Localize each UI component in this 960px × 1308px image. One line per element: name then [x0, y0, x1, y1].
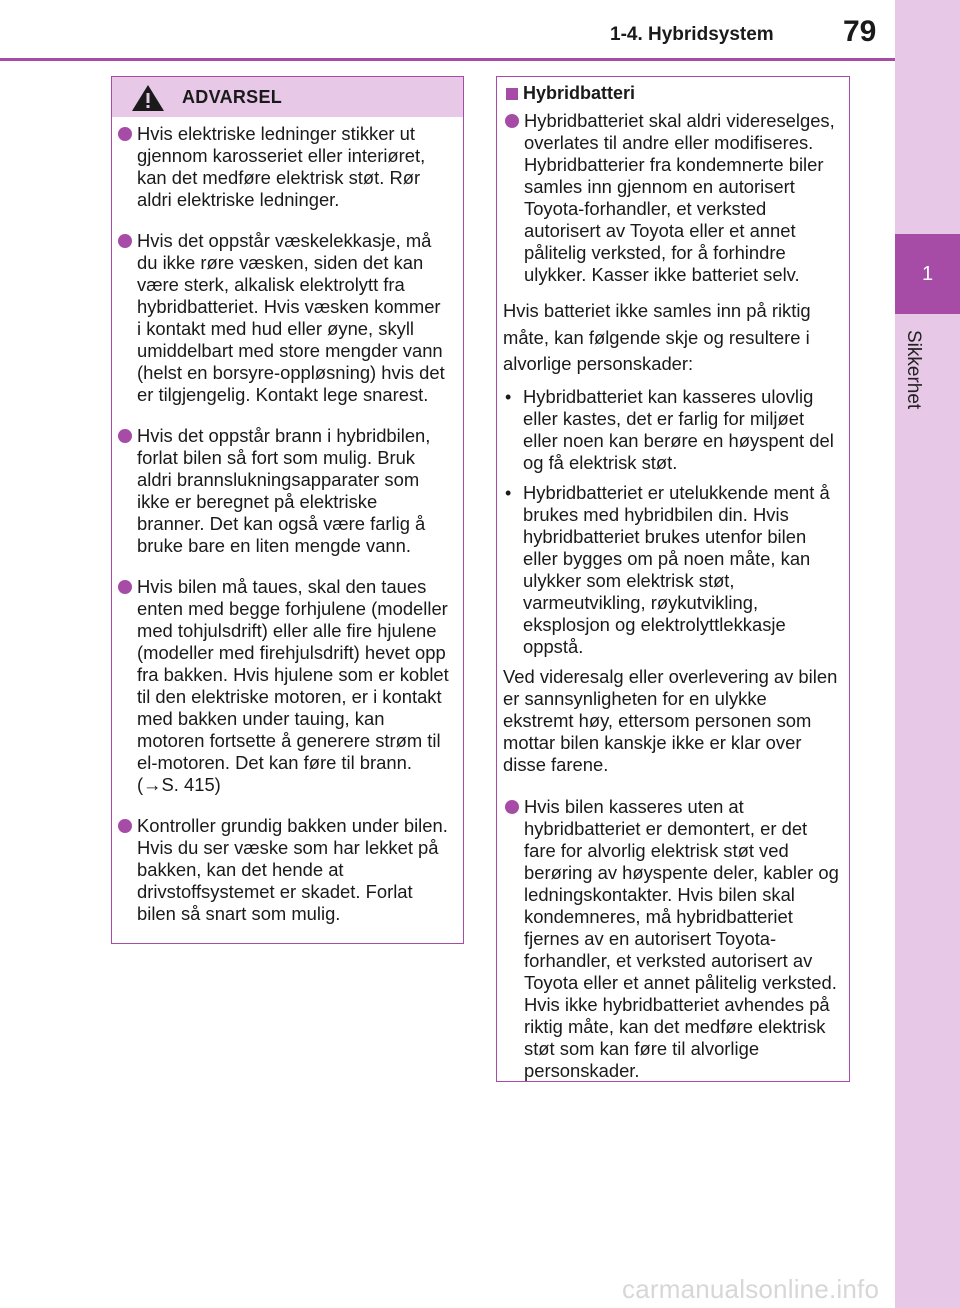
warning-item: [116, 123, 449, 211]
square-bullet-icon: [506, 88, 518, 100]
dash-item-text: Hybridbatteriet er utelukkende ment å brukes med hybridbilen din. Hvis hybridbatteriet brukes utenfor bilen eller bygges om på noen måte, kan ulykker som elektrisk støt, varmeutvikling, røykutvikling, eksplosjon og elektrolyttlekkasje oppstå.: [523, 481, 830, 657]
warning-triangle-icon: [131, 84, 165, 112]
battery-paragraph: Hvis batteriet ikke samles inn på riktig måte, kan følgende skje og resultere i alvorlige personskader:: [503, 300, 811, 374]
side-tab: [895, 0, 960, 1308]
bullet-icon: [118, 127, 132, 141]
warning-item-text: Hvis det oppstår brann i hybridbilen, forlat bilen så fort som mulig. Bruk aldri brannslukningsapparater som ikke er beregnet på elektriske branner. Det kan også være farlig å bruke bare en liten mengde vann.: [137, 425, 431, 556]
bullet-icon: [505, 800, 519, 814]
battery-item-text: Hvis bilen kasseres uten at hybridbatteriet er demontert, er det fare for alvorlig elektrisk støt ved berøring av høyspente deler, kabler og ledningskontakter. Hvis bilen skal kondemneres, må hybridbatteriet fjernes av en autorisert Toyota-forhandler, et verksted autorisert av Toyota eller et annet pålitelig verksted. Hvis ikke hybridbatteriet avhendes på riktig måte, kan det medføre elektrisk støt som kan føre til alvorlige personskader.: [524, 795, 839, 1081]
dash-list-item: [503, 482, 839, 658]
battery-box: [496, 76, 850, 1082]
battery-heading-text: Hybridbatteri: [523, 83, 636, 103]
warning-item-text: Hvis elektriske ledninger stikker ut gjennom karosseriet eller interiøret, kan det medføre elektrisk støt. Rør aldri elektriske ledninger.: [137, 123, 426, 210]
chapter-label: Sikkerhet: [903, 330, 924, 410]
warning-box: [111, 76, 464, 944]
warning-item-text: Hvis det oppstår væskelekkasje, må du ikke røre væsken, siden det kan være sterk, alkalisk elektrolytt fra hybridbatteriet. Hvis væsken kommer i kontakt med hud eller øyne, skyll umiddelbart med store mengder vann (helst en borsyre-oppløsning) hvis det er tilgjengelig. Kontakt lege snarest.: [137, 230, 445, 405]
warning-title: ADVARSEL: [182, 87, 283, 107]
warning-body: [112, 117, 463, 925]
battery-item: [503, 110, 839, 286]
dash-list-item: [503, 386, 839, 474]
warning-item: [116, 230, 449, 406]
chapter-number-tab[interactable]: 1: [895, 234, 960, 314]
watermark: carmanualsonline.info: [622, 1274, 880, 1304]
page-number: 79: [843, 15, 877, 48]
warning-item: [116, 576, 449, 796]
warning-item: [116, 815, 449, 925]
bullet-icon: [118, 580, 132, 594]
warning-header: [112, 77, 463, 117]
bullet-icon: [505, 114, 519, 128]
bullet-icon: [118, 234, 132, 248]
battery-heading: [503, 83, 839, 104]
bullet-icon: [118, 429, 132, 443]
warning-item-text: Hvis bilen må taues, skal den taues enten med begge forhjulene (modeller med tohjulsdrift) eller alle fire hjulene (modeller med firehjulsdrift) hevet opp fra bakken. Hvis hjulene som er koblet til den elektriske motoren, er i kontakt med bakken under tauing, kan motoren fortsette å generere strøm til el-motoren. Det kan føre til brann. (→S. 415): [137, 576, 449, 795]
dash-bullet-icon: •: [505, 482, 512, 503]
battery-item: [503, 796, 839, 1082]
battery-paragraph: Ved videresalg eller overlevering av bilen er sannsynligheten for en ulykke ekstremt høy, ettersom personen som mottar bilen kanskje ikke er klar over disse farene.: [503, 665, 838, 775]
dash-item-text: Hybridbatteriet kan kasseres ulovlig eller kastes, det er farlig for miljøet eller noen kan berøre en høyspent del og få elektrisk støt.: [523, 385, 834, 473]
warning-item: [116, 425, 449, 557]
header-rule: [0, 58, 895, 61]
warning-item-text: Kontroller grundig bakken under bilen. Hvis du ser væske som har lekket på bakken, kan det hende at drivstoffsystemet er skadet. Forlat bilen så snart som mulig.: [137, 815, 448, 924]
bullet-icon: [118, 819, 132, 833]
dash-bullet-icon: •: [505, 386, 512, 407]
section-title: 1-4. Hybridsystem: [610, 24, 774, 45]
battery-item-text: Hybridbatteriet skal aldri videreselges, overlates til andre eller modifiseres. Hybridbatterier fra kondemnerte biler samles inn gjennom en autorisert Toyota-forhandler, et verksted autorisert av Toyota eller et annet pålitelig verksted, for å forhindre ulykker. Kasser ikke batteriet selv.: [524, 110, 835, 285]
